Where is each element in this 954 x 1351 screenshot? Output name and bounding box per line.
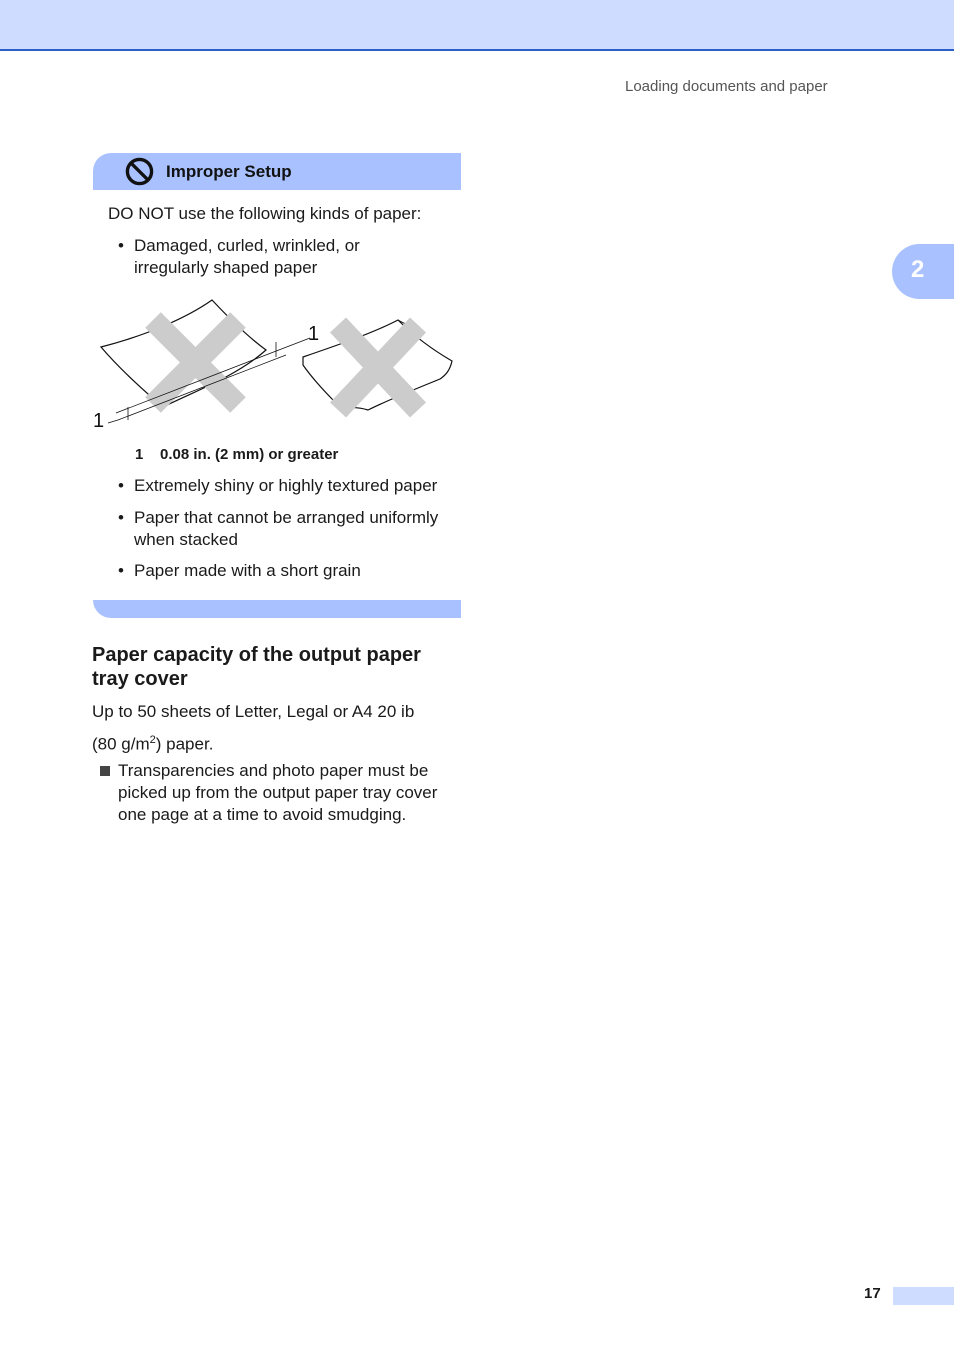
caption-number: 1: [135, 446, 144, 463]
bullet-dot: •: [118, 236, 124, 255]
figure-callout-right: 1: [308, 323, 320, 345]
chapter-number: 2: [911, 256, 925, 283]
section-heading-line: Paper capacity of the output paper: [92, 644, 421, 666]
running-header: Loading documents and paper: [625, 78, 828, 95]
square-bullet: [100, 766, 110, 776]
note-header: [93, 153, 461, 190]
chapter-tab: [892, 244, 954, 299]
bullet-dot: •: [118, 561, 124, 580]
bullet-text: Transparencies and photo paper must be: [118, 761, 429, 780]
bullet-dot: •: [118, 508, 124, 527]
figure-caption: 0.08 in. (2 mm) or greater: [160, 446, 339, 463]
section-heading: [92, 643, 462, 691]
note-intro: DO NOT use the following kinds of paper:: [108, 204, 422, 223]
bullet-text: Damaged, curled, wrinkled, or: [134, 236, 360, 255]
bullet-text: Paper made with a short grain: [134, 561, 361, 580]
note-title: Improper Setup: [166, 162, 292, 181]
top-band: [0, 0, 954, 51]
bullet-text: irregularly shaped paper: [134, 258, 318, 277]
section-body: (80 $g/m^2$) paper.: [92, 734, 214, 754]
bullet-text: picked up from the output paper tray cover: [118, 783, 438, 802]
bullet-text: when stacked: [134, 530, 238, 549]
page-number: 17: [864, 1285, 881, 1302]
bullet-text: Extremely shiny or highly textured paper: [134, 476, 438, 495]
bullet-dot: •: [118, 476, 124, 495]
note-footer: [93, 600, 461, 618]
section-body: Up to 50 sheets of Letter, Legal or A4 20 ib: [92, 702, 415, 721]
bullet-text: Paper that cannot be arranged uniformly: [134, 508, 439, 527]
section-heading-line: tray cover: [92, 668, 188, 690]
bullet-text: one page at a time to avoid smudging.: [118, 805, 407, 824]
curled-paper-illustration: [88, 295, 468, 435]
figure-callout-left: 1: [93, 410, 105, 432]
prohibited-icon: [125, 157, 154, 186]
page-tab: [893, 1287, 954, 1305]
